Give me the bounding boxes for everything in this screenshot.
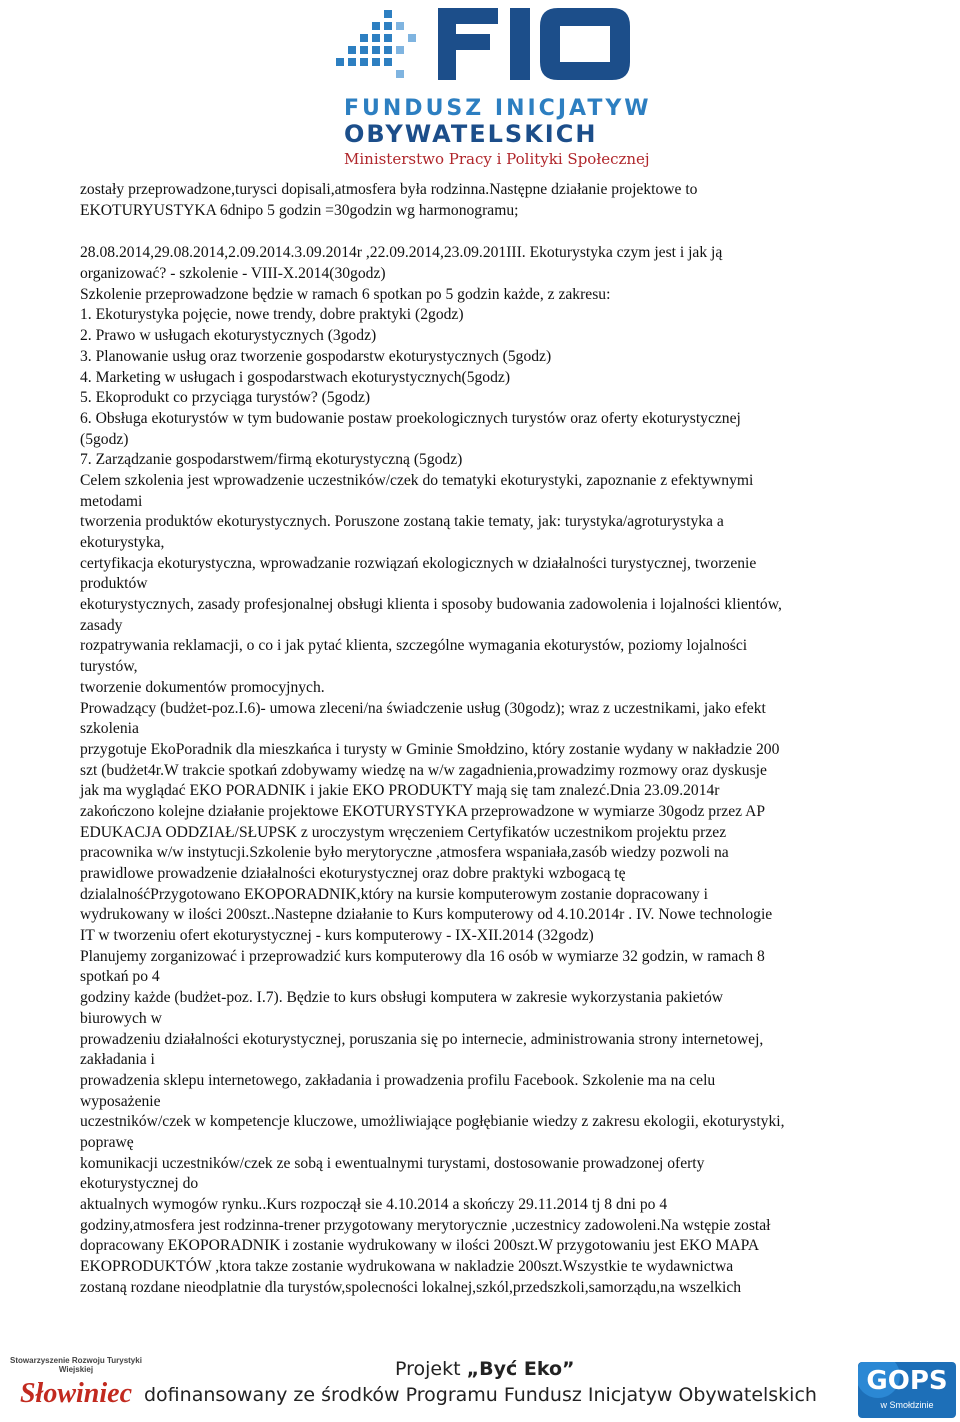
text-line: wyposażenie xyxy=(80,1092,161,1110)
text-line: dzialalnośćPrzygotowano EKOPORADNIK,który na kursie komputerowym zostanie dopracowany i xyxy=(80,885,708,903)
text-line: aktualnych wymogów rynku..Kurs rozpoczął sie 4.10.2014 a skończy 29.11.2014 tj 8 dni po 4 xyxy=(80,1196,668,1213)
text-line: przygotuje EkoPoradnik dla mieszkańca i turysty w Gminie Smołdzino, który zostanie wydany w nakładzie 200 xyxy=(80,740,780,758)
slowiniec-logo-top: Stowarzyszenie Rozwoju Turystyki Wiejskiej xyxy=(10,1356,142,1374)
text-line: EKOTURYUSTYKA 6dnipo 5 godzin =30godzin wg harmonogramu; xyxy=(80,201,519,219)
fio-logo xyxy=(330,0,650,178)
project-title xyxy=(395,1358,575,1380)
text-line: poprawę xyxy=(80,1133,134,1151)
text-line: IT w tworzeniu ofert ekoturystycznej - kurs komputerowy - IX-XII.2014 (32godz) xyxy=(80,927,594,945)
text-line: prowadzenia sklepu internetowego, zakładania i prowadzenia profilu Facebook. Szkolenie ma na celu xyxy=(80,1071,716,1089)
gops-logo xyxy=(858,1362,956,1418)
text-line: godziny,atmosfera jest rodzinna-trener przygotowany merytorycznie ,uczestnicy zadowoleni.Na wstępie został xyxy=(80,1216,771,1234)
document-body xyxy=(80,180,890,1298)
text-line: jak ma wyglądać EKO PORADNIK i jakie EKO PRODUKTY mają się tam znalezć.Dnia 23.09.2014r xyxy=(80,782,720,800)
logo-line-obywatelskich: OBYWATELSKICH xyxy=(344,120,598,148)
text-line: ekoturystycznej do xyxy=(80,1175,199,1193)
logo-line-fundusz: FUNDUSZ INICJATYW xyxy=(344,96,652,121)
text-line: szt (budżet4r.W trakcie spotkań zdobywamy wiedzę na w/w zagadnienia,prowadzimy rozmowy oraz dyskusje xyxy=(80,761,767,779)
text-line: 7. Zarządzanie gospodarstwem/firmą ekoturystyczną (5godz) xyxy=(80,451,463,469)
text-line: tworzenia produktów ekoturystycznych. Poruszone zostaną takie tematy, jak: turystyka/agroturystyka a xyxy=(80,513,724,531)
text-line: 1. Ekoturystyka pojęcie, nowe trendy, dobre praktyki (2godz) xyxy=(80,306,464,324)
text-line: uczestników/czek w kompetencje kluczowe, umożliwiające pogłębianie wiedzy z zakresu ekologii, ekoturystyki, xyxy=(80,1113,785,1131)
slowiniec-logo-main: Słowiniec xyxy=(19,1378,132,1409)
text-line: 6. Obsługa ekoturystów w tym budowanie postaw proekologicznych turystów oraz oferty ekoturystycznej xyxy=(80,409,741,427)
text-line: zasady xyxy=(80,616,123,634)
text-line: certyfikacja ekoturystyczna, wprowadzanie rozwiązań ekologicznych w działalności turystycznej, tworzenie xyxy=(80,554,757,572)
text-line: metodami xyxy=(80,492,143,510)
text-line: biurowych w xyxy=(80,1009,162,1027)
text-line: Celem szkolenia jest wprowadzenie uczestników/czek do tematyki ekoturystyki, zapoznanie z efektywnymi xyxy=(80,471,754,489)
gops-logo-sub: w Smołdzinie xyxy=(880,1400,934,1410)
text-line: zostaną rozdane nieodplatnie dla turystów,spolecności lokalnej,szkól,przedszkoli,samorządu,na wszelkich xyxy=(80,1278,742,1296)
text-line: Prowadzący (budżet-poz.I.6)- umowa zleceni/na świadczenie usług (30godz); wraz z uczestnikami, jako efekt xyxy=(80,699,766,717)
slowiniec-logo xyxy=(6,1356,146,1422)
text-line: prawidlowe prowadzenie działalności ekoturystycznej oraz dobre praktyki wzbogacą tę xyxy=(80,865,626,882)
project-subtitle: dofinansowany ze środków Programu Fundusz Inicjatyw Obywatelskich xyxy=(144,1384,817,1406)
text-line: prowadzeniu działalności ekoturystycznej, poruszania się po internecie, administrowania strony internetowej, xyxy=(80,1030,764,1048)
text-line: 4. Marketing w usługach i gospodarstwach ekoturystycznych(5godz) xyxy=(80,368,511,386)
text-line: zakończono kolejne działanie projektowe EKOTURYSTYKA przeprowadzone w wymiarze 30godz przez AP xyxy=(80,802,766,820)
blank-line xyxy=(80,221,890,243)
text-line: wydrukowany w ilości 200szt..Nastepne działanie to Kurs komputerowy od 4.10.2014r . IV. Nowe technologie xyxy=(80,906,773,924)
text-line: 5. Ekoprodukt co przyciąga turystów? (5godz) xyxy=(80,389,371,407)
text-line: Szkolenie przeprowadzone będzie w ramach 6 spotkan po 5 godzin każde, z zakresu: xyxy=(80,285,611,303)
gops-logo-main: GOPS xyxy=(866,1366,948,1396)
text-line: ekoturystycznych, zasady profesjonalnej obsługi klienta i sposoby budowania zadowolenia i lojalności klientów, xyxy=(80,596,782,614)
text-line: 2. Prawo w usługach ekoturystycznych (3godz) xyxy=(80,327,377,345)
text-line: 28.08.2014,29.08.2014,2.09.2014.3.09.2014r ,22.09.2014,23.09.201III. Ekoturystyka czym jest i jak ją xyxy=(80,244,723,262)
text-line: komunikacji uczestników/czek ze sobą i ewentualnymi turystami, dostosowanie prowadzonej oferty xyxy=(80,1154,705,1172)
text-line: dopracowany EKOPORADNIK i zostanie wydrukowany w ilości 200szt.W przygotowaniu jest EKO MAPA xyxy=(80,1237,760,1255)
text-line: szkolenia xyxy=(80,720,139,738)
logo-line-ministerstwo: Ministerstwo Pracy i Polityki Społecznej xyxy=(344,150,650,168)
text-line: produktów xyxy=(80,575,148,593)
text-line: EDUKACJA ODDZIAŁ/SŁUPSK z uroczystym wręczeniem Certyfikatów uczestnikom projektu przez xyxy=(80,823,727,841)
text-line: (5godz) xyxy=(80,430,129,448)
text-line: godziny każde (budżet-poz. I.7). Będzie to kurs obsługi komputera w zakresie wykorzystania pakietów xyxy=(80,989,724,1007)
text-line: spotkań po 4 xyxy=(80,968,160,986)
text-line: turystów, xyxy=(80,658,138,676)
text-line: 3. Planowanie usług oraz tworzenie gospodarstw ekoturystycznych (5godz) xyxy=(80,347,552,365)
project-prefix: Projekt xyxy=(395,1358,467,1380)
text-line: rozpatrywania reklamacji, o co i jak pytać klienta, szczególne wymagania ekoturystów, poziomy lojalności xyxy=(80,637,748,655)
text-line: organizować? - szkolenie - VIII-X.2014(30godz) xyxy=(80,265,386,283)
footer xyxy=(0,1350,960,1422)
text-line: zakładania i xyxy=(80,1051,155,1069)
text-line: ekoturystyka, xyxy=(80,534,165,551)
text-line: pracownika w/w instytucji.Szkolenie było merytoryczne ,atmosfera wspaniała,zasób wiedzy pozwoli na xyxy=(80,844,729,862)
text-line: Planujemy zorganizować i przeprowadzić kurs komputerowy dla 16 osób w wymiarze 32 godzin, w ramach 8 xyxy=(80,947,765,965)
fio-mark-icon xyxy=(330,0,650,96)
text-line: EKOPRODUKTÓW ,ktora takze zostanie wydrukowana w nakladzie 200szt.Wszystkie te wydawnictwa xyxy=(80,1258,734,1276)
project-name: „Być Eko” xyxy=(466,1358,575,1380)
text-line: tworzenie dokumentów promocyjnych. xyxy=(80,678,325,696)
text-line: zostały przeprowadzone,turysci dopisali,atmosfera była rodzinna.Następne działanie projektowe to xyxy=(80,181,698,198)
